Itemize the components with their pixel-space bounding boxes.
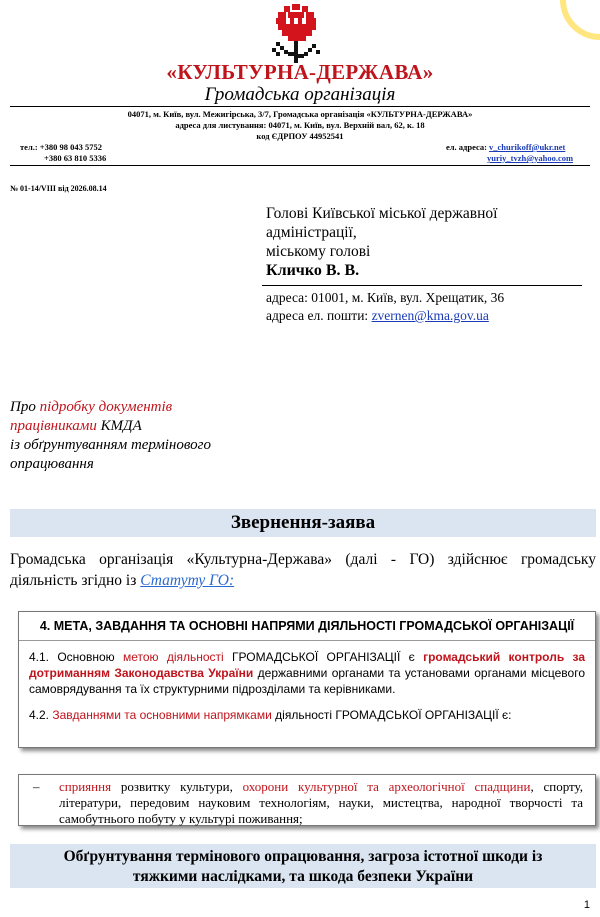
statute-bullet-item: [19, 775, 595, 827]
recipient-line-1: Голові Київської міської державної: [266, 205, 498, 222]
subject-line-2: працівниками КМДА: [10, 418, 142, 434]
bullet-dash: –: [33, 779, 40, 794]
statute-clause-4-2: 4.2. Завданнями та основними напрямками діяльності ГРОМАДСЬКОЇ ОРГАНІЗАЦІЇ є:: [29, 708, 512, 722]
justification-banner: [10, 844, 596, 888]
bullet-text: сприяння розвитку культури, охорони культурної та археологічної спадщини, спорту, літератури, передовим науковим технологіям, науки, мистецтва, народної творчості та самобутнього побуту у культурі поживання;: [59, 779, 584, 826]
subject-line-1: Про підробку документів: [10, 399, 173, 415]
document-number: № 01-14/VIII від 2026.08.14: [10, 184, 107, 193]
email-label: ел. адреса:: [446, 142, 487, 152]
email-link-1[interactable]: v_churikoff@ukr.net: [489, 142, 566, 152]
subject-line-3: із обґрунтуванням термінового: [10, 437, 212, 453]
recipient-contacts: [266, 289, 586, 325]
statute-link[interactable]: Статуту ГО:: [140, 572, 235, 589]
recipient-block: [266, 204, 586, 282]
recipient-line-2: адміністрації,: [266, 224, 357, 241]
email-contact: [446, 142, 565, 152]
appeal-title: Звернення-заява: [230, 512, 376, 533]
recipient-divider: [262, 285, 582, 286]
subject-block: [10, 398, 290, 474]
appeal-title-banner: [10, 509, 596, 537]
statute-clause-4-1: 4.1. Основною метою діяльності ГРОМАДСЬКОЇ ОРГАНІЗАЦІЇ є громадський контроль за дотриманням Законодавства України державними органами та установами органами місцевого самоврядування та їх структурними підрозділами та керівниками.: [29, 650, 586, 696]
page-number: 1: [583, 899, 590, 911]
recipient-email-line: [266, 307, 586, 325]
recipient-name: Кличко В. В.: [266, 262, 360, 279]
statute-excerpt-box: [18, 611, 596, 748]
intro-paragraph: Громадська організація «Культурна-Держава» (далі - ГО) здійснює громадську діяльність згідно із Статуту ГО:: [10, 551, 596, 589]
statute-box-title: 4. МЕТА, ЗАВДАННЯ ТА ОСНОВНІ НАПРЯМИ ДІЯЛЬНОСТІ ГРОМАДСЬКОЇ ОРГАНІЗАЦІЇ: [19, 612, 595, 641]
recipient-address: адреса: 01001, м. Київ, вул. Хрещатик, 36: [266, 290, 505, 305]
address-line-2: адреса для листування: 04071, м. Київ, вул. Верхній вал, 62, к. 18: [175, 120, 425, 130]
address-line-1: 04071, м. Київ, вул. Межигірська, 3/7, Громадська організація «КУЛЬТУРНА-ДЕРЖАВА»: [127, 109, 473, 119]
statute-bullet-box: [18, 774, 596, 826]
header-divider-bottom: [10, 165, 590, 166]
recipient-line-3: міському голові: [266, 243, 371, 260]
rose-logo-icon: [262, 4, 332, 66]
justification-title: Обґрунтування термінового опрацювання, загроза істотної шкоди із тяжкими наслідками, та шкода безпеки України: [63, 848, 543, 885]
code-line: код ЄДРПОУ 44952541: [256, 131, 344, 141]
phone-1: тел.: +380 98 043 5752: [20, 142, 103, 152]
decorative-corner-arc: [560, 0, 600, 40]
phone-2: +380 63 810 5336: [44, 153, 107, 163]
recipient-email-link[interactable]: zvernen@kma.gov.ua: [371, 308, 489, 323]
subject-line-4: опрацювання: [10, 456, 94, 472]
recipient-email-label: адреса ел. пошти:: [266, 308, 369, 323]
org-subtitle: Громадська організація: [204, 84, 396, 105]
email-contact-2: [487, 153, 573, 163]
header-divider-top: [10, 106, 590, 107]
org-name: «КУЛЬТУРНА-ДЕРЖАВА»: [166, 60, 434, 84]
email-link-2[interactable]: yuriy_tvzh@yahoo.com: [487, 153, 574, 163]
